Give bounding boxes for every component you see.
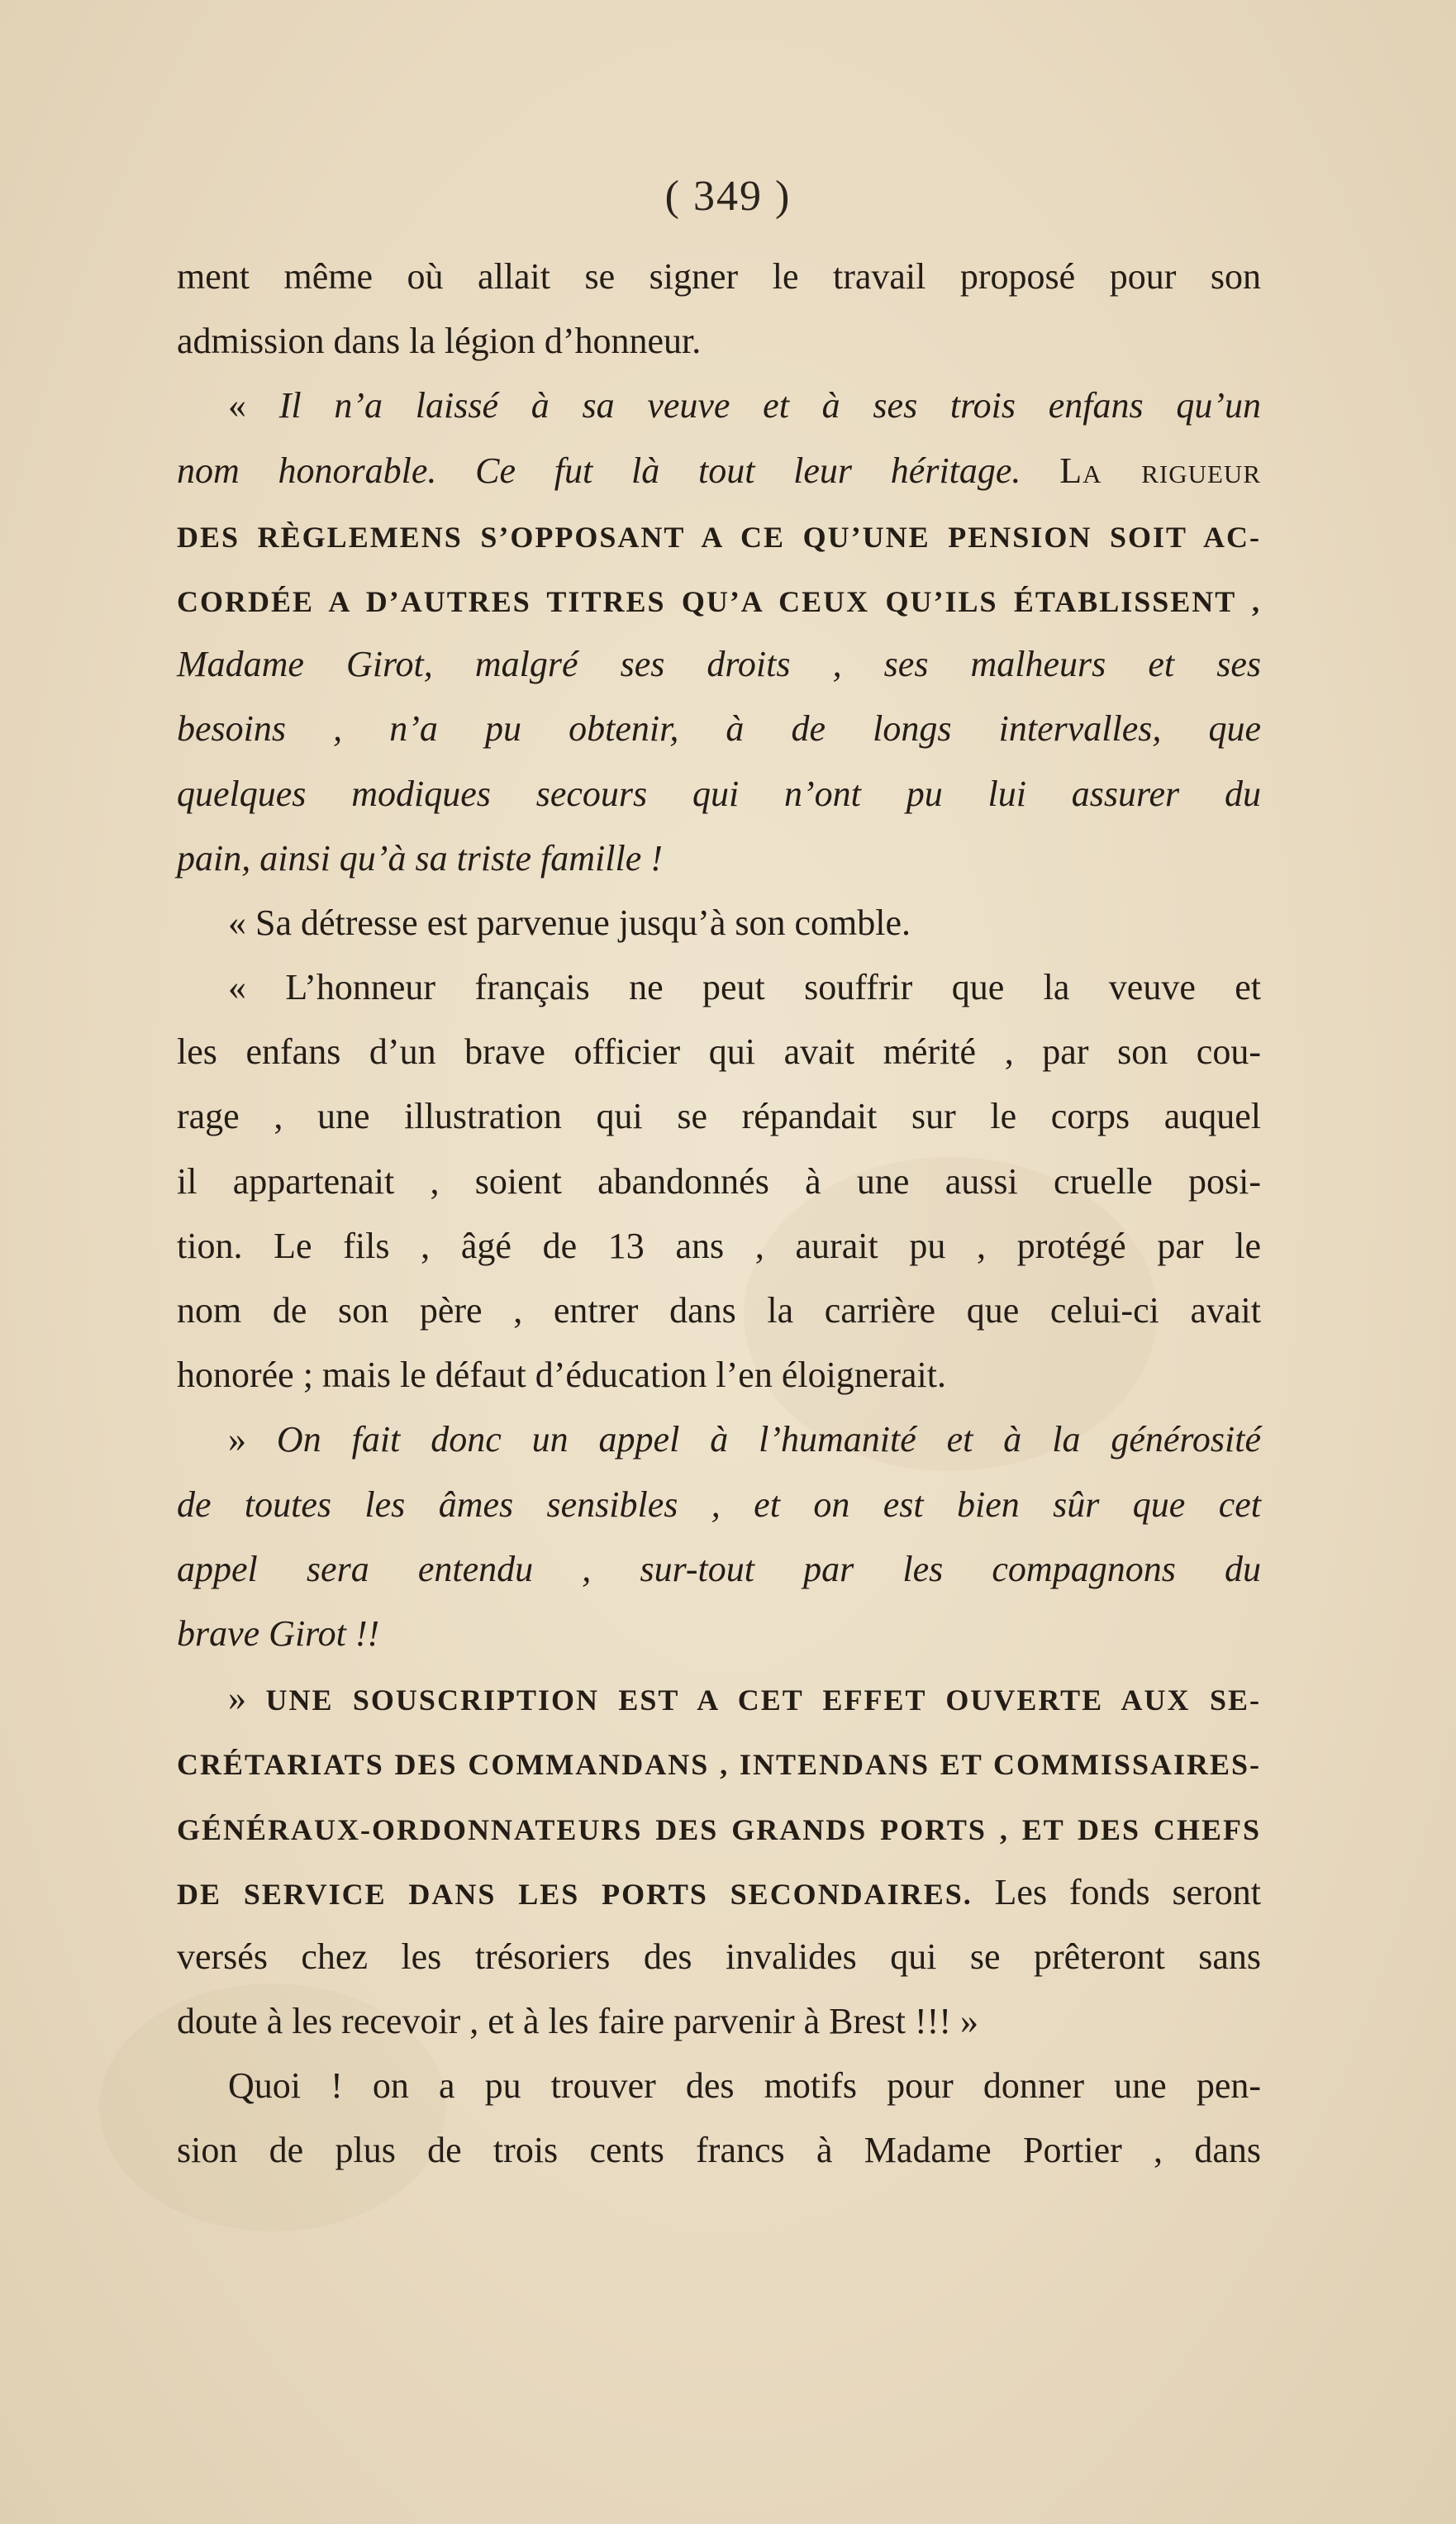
text-segment: tion. Le fils , âgé de 13 ans , aurait pu , protégé par le [177, 1225, 1261, 1266]
text-line [177, 568, 1261, 632]
text-segment: CORDÉE A D’AUTRES TITRES QU’A CEUX QU’ILS ÉTABLISSENT , [177, 584, 1261, 618]
text-line [177, 1214, 1261, 1279]
text-segment: besoins , n’a pu obtenir, à de longs intervalles, que [177, 708, 1261, 750]
text-segment: versés chez les trésoriers des invalides qui se prêteront sans [177, 1936, 1261, 1977]
text-segment: La rigueur [1059, 450, 1261, 491]
text-segment: ment même où allait se signer le travail proposé pour son [177, 256, 1261, 297]
text-line [177, 1602, 1261, 1666]
text-segment: doute à les recevoir , et à les faire parvenir à Brest !!! » [177, 2001, 978, 2042]
text-line [177, 374, 1261, 438]
text-line [177, 1407, 1261, 1472]
text-segment: « L’honneur français ne peut souffrir que la veuve et [228, 967, 1261, 1008]
text-segment: quelques modiques secours qui n’ont pu lui assurer du [177, 773, 1261, 814]
text-segment: CRÉTARIATS DES COMMANDANS , INTENDANS ET COMMISSAIRES- [177, 1748, 1261, 1782]
text-segment: nom honorable. Ce fut là tout leur héritage. [177, 450, 1060, 491]
text-segment: Les fonds seront [994, 1871, 1261, 1912]
text-segment: « [228, 385, 279, 426]
text-segment: GÉNÉRAUX-ORDONNATEURS DES GRANDS PORTS , ET DES CHEFS [177, 1812, 1261, 1846]
text-line [177, 1279, 1261, 1343]
text-line [177, 891, 1261, 955]
text-line [177, 1084, 1261, 1149]
text-line [177, 309, 1261, 374]
text-segment: « Sa détresse est parvenue jusqu’à son comble. [228, 902, 911, 943]
text-line [177, 439, 1261, 503]
text-segment: de toutes les âmes sensibles , et on est bien sûr que cet [177, 1483, 1261, 1525]
text-line [177, 1925, 1261, 1989]
text-line [177, 1860, 1261, 1925]
text-segment: rage , une illustration qui se répandait sur le corps auquel [177, 1096, 1261, 1137]
text-line [177, 503, 1261, 568]
text-line [177, 1473, 1261, 1537]
text-segment: On fait donc un appel à l’humanité et à la générosité [276, 1419, 1262, 1460]
text-segment: honorée ; mais le défaut d’éducation l’en éloignerait. [177, 1355, 946, 1396]
text-segment: les enfans d’un brave officier qui avait mérité , par son cou- [177, 1031, 1261, 1073]
text-segment: nom de son père , entrer dans la carrière que celui-ci avait [177, 1290, 1261, 1331]
text-segment: appel sera entendu , sur-tout par les compagnons du [177, 1548, 1261, 1589]
text-segment: Il n’a laissé à sa veuve et à ses trois enfans qu’un [278, 385, 1262, 426]
text-segment: DES RÈGLEMENS S’OPPOSANT A CE QU’UNE PENSION SOIT AC- [177, 520, 1261, 554]
text-line [177, 826, 1261, 891]
text-segment: brave Girot !! [177, 1612, 380, 1654]
text-segment: DE SERVICE DANS LES PORTS SECONDAIRES. [177, 1877, 995, 1911]
text-line [177, 1731, 1261, 1795]
body-text [177, 245, 1261, 2183]
text-segment: sion de plus de trois cents francs à Madame Portier , dans [177, 2130, 1261, 2171]
text-line [177, 1537, 1261, 1602]
text-line [177, 2054, 1261, 2118]
text-segment: il appartenait , soient abandonnés à une aussi cruelle posi- [177, 1160, 1261, 1202]
text-line [177, 1343, 1261, 1407]
text-segment: admission dans la légion d’honneur. [177, 321, 702, 362]
text-line [177, 2118, 1261, 2183]
text-line [177, 762, 1261, 826]
text-line [177, 1150, 1261, 1214]
text-line [177, 245, 1261, 309]
text-segment: » [228, 1678, 266, 1719]
text-line [177, 632, 1261, 697]
text-line [177, 1020, 1261, 1084]
text-line [177, 1796, 1261, 1860]
text-segment: UNE SOUSCRIPTION EST A CET EFFET OUVERTE AUX SE- [265, 1683, 1262, 1717]
text-line [177, 955, 1261, 1020]
text-segment: Quoi ! on a pu trouver des motifs pour donner une pen- [228, 2065, 1261, 2107]
text-line [177, 1666, 1261, 1731]
text-segment: Madame Girot, malgré ses droits , ses malheurs et ses [177, 644, 1261, 685]
text-segment: » [228, 1419, 277, 1460]
text-segment: pain, ainsi qu’à sa triste famille ! [177, 837, 663, 879]
text-line [177, 697, 1261, 761]
page-number: ( 349 ) [664, 173, 792, 220]
text-line [177, 1989, 1261, 2054]
